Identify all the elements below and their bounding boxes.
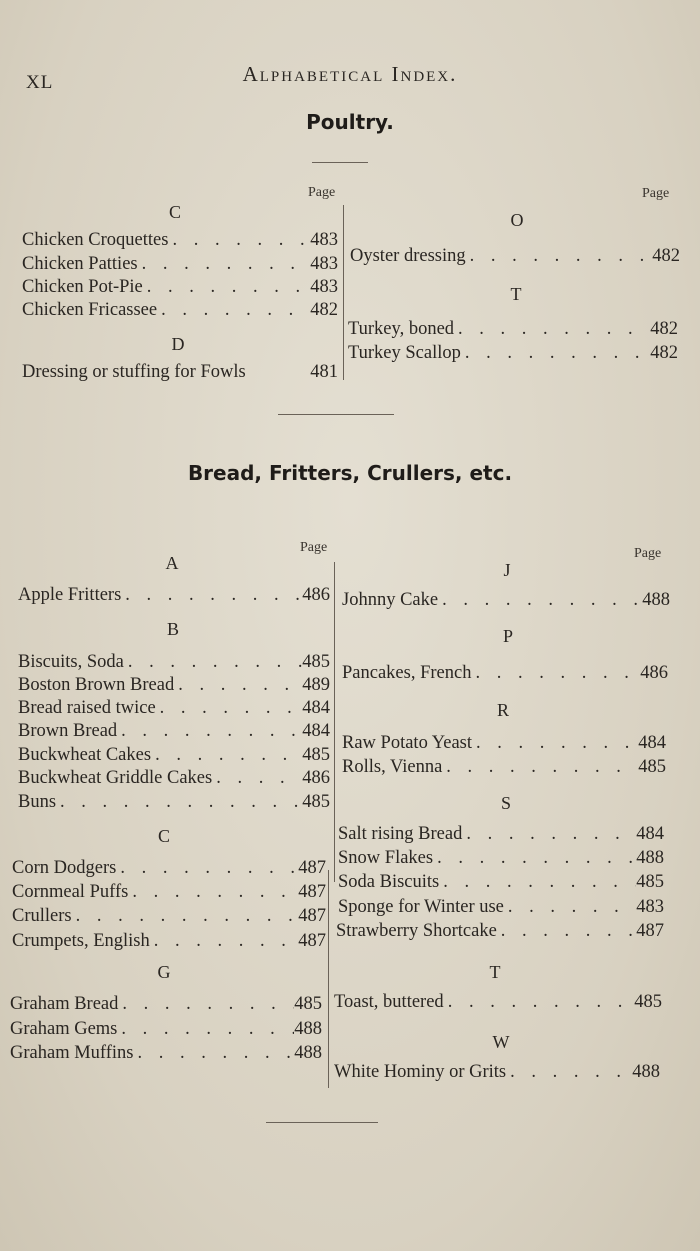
entry-name: Oyster dressing [350, 246, 466, 266]
index-entry [338, 872, 664, 893]
index-entry [12, 858, 326, 879]
section-title-bread: Bread, Fritters, Crullers, etc. [187, 461, 513, 485]
entry-page: 487 [298, 882, 326, 902]
entry-name: Soda Biscuits [338, 872, 440, 892]
running-head: Alphabetical Index. [242, 62, 458, 86]
page-column-label: Page [300, 540, 328, 555]
index-entry [342, 757, 666, 778]
letter-heading: T [489, 962, 501, 982]
entry-page: 485 [294, 994, 322, 1014]
index-entry [350, 246, 680, 267]
column-divider [334, 562, 335, 882]
letter-heading: R [496, 700, 509, 720]
entry-page: 483 [310, 277, 338, 297]
index-entry [338, 897, 664, 918]
index-entry [10, 994, 322, 1015]
entry-page: 487 [636, 921, 664, 941]
letter-heading: D [171, 334, 185, 354]
letter-heading: J [503, 560, 511, 580]
entry-name: Chicken Patties [22, 254, 138, 274]
entry-name: Biscuits, Soda [18, 652, 124, 672]
entry-page: 483 [310, 230, 338, 250]
entry-name: Raw Potato Yeast [342, 733, 473, 753]
letter-heading: W [492, 1032, 510, 1052]
entry-page: 488 [294, 1043, 322, 1063]
page-column-label: Page [308, 185, 336, 200]
entry-page: 489 [302, 675, 330, 695]
entry-name: Crumpets, English [12, 931, 150, 951]
entry-page: 487 [298, 931, 326, 951]
index-entry [334, 992, 662, 1013]
index-entry [338, 824, 664, 845]
entry-page: 486 [640, 663, 668, 683]
entry-page: 487 [298, 906, 326, 926]
entry-name: Johnny Cake [342, 590, 439, 610]
letter-heading: C [168, 202, 181, 222]
index-entry [348, 319, 678, 340]
entry-name: Pancakes, French [342, 663, 472, 683]
entry-page: 484 [302, 721, 330, 741]
index-entry [18, 652, 330, 673]
index-entry [12, 882, 326, 903]
index-entry [342, 663, 668, 684]
entry-page: 485 [302, 652, 330, 672]
index-entry [18, 698, 330, 719]
entry-page: 483 [636, 897, 664, 917]
entry-page: 484 [636, 824, 664, 844]
entry-name: Apple Fritters [18, 585, 122, 605]
entry-name: Buckwheat Griddle Cakes [18, 768, 213, 788]
entry-name: Crullers [12, 906, 72, 926]
letter-heading: S [500, 793, 511, 813]
entry-page: 485 [302, 745, 330, 765]
column-divider [328, 870, 329, 1088]
entry-name: Graham Muffins [10, 1043, 134, 1063]
letter-heading: O [510, 210, 524, 230]
entry-name: Bread raised twice [18, 698, 156, 718]
index-entry [22, 300, 338, 321]
letter-heading: A [165, 553, 179, 573]
column-divider [343, 205, 344, 380]
entry-page: 484 [638, 733, 666, 753]
entry-page: 485 [638, 757, 666, 777]
end-rule [266, 1122, 378, 1123]
entry-page: 486 [302, 768, 330, 788]
index-entry [18, 792, 330, 813]
entry-page: 482 [650, 319, 678, 339]
page-column-label: Page [642, 186, 670, 201]
entry-page: 484 [302, 698, 330, 718]
entry-page: 487 [298, 858, 326, 878]
index-entry [22, 277, 338, 298]
entry-page: 485 [634, 992, 662, 1012]
entry-name: Rolls, Vienna [342, 757, 443, 777]
index-entry [334, 1062, 660, 1083]
entry-page: 483 [310, 254, 338, 274]
index-entry [338, 848, 664, 869]
letter-heading: G [157, 962, 171, 982]
index-entry [10, 1043, 322, 1064]
index-entry [18, 721, 330, 742]
index-entry [22, 230, 338, 251]
entry-name: Dressing or stuffing for Fowls [22, 362, 246, 382]
index-entry [336, 921, 664, 942]
letter-heading: T [510, 284, 522, 304]
section-rule [278, 414, 394, 415]
index-entry [348, 343, 678, 364]
entry-page: 485 [302, 792, 330, 812]
index-entry [18, 745, 330, 766]
title-rule [312, 162, 368, 163]
entry-page: 482 [310, 300, 338, 320]
index-entry [12, 931, 326, 952]
entry-page: 488 [642, 590, 670, 610]
index-entry [18, 768, 330, 789]
entry-name: Cornmeal Puffs [12, 882, 129, 902]
index-entry [342, 590, 670, 611]
entry-page: 482 [650, 343, 678, 363]
entry-page: 485 [636, 872, 664, 892]
entry-name: Snow Flakes [338, 848, 434, 868]
index-entry [10, 1019, 322, 1040]
index-entry [342, 733, 666, 754]
section-title-poultry: Poultry. [306, 110, 394, 134]
entry-name: Sponge for Winter use [338, 897, 504, 917]
entry-name: Buns [18, 792, 57, 812]
entry-name: Graham Bread [10, 994, 119, 1014]
entry-page: 488 [636, 848, 664, 868]
entry-name: Turkey Scallop [348, 343, 461, 363]
entry-name: Chicken Fricassee [22, 300, 158, 320]
entry-name: Buckwheat Cakes [18, 745, 152, 765]
entry-name: Chicken Croquettes [22, 230, 169, 250]
entry-page: 488 [632, 1062, 660, 1082]
entry-name: Salt rising Bread [338, 824, 463, 844]
index-entry [12, 906, 326, 927]
entry-name: Turkey, boned [348, 319, 455, 339]
entry-name: Boston Brown Bread [18, 675, 175, 695]
index-entry [18, 675, 330, 696]
page-column-label: Page [634, 546, 662, 561]
entry-page: 482 [652, 246, 680, 266]
letter-heading: B [166, 619, 179, 639]
entry-name: Chicken Pot-Pie [22, 277, 143, 297]
entry-name: Strawberry Shortcake [336, 921, 497, 941]
letter-heading: C [157, 826, 170, 846]
entry-name: Brown Bread [18, 721, 118, 741]
entry-page: 486 [302, 585, 330, 605]
index-entry [22, 362, 338, 383]
entry-name: White Hominy or Grits [334, 1062, 507, 1082]
entry-name: Corn Dodgers [12, 858, 117, 878]
entry-name: Toast, buttered [334, 992, 444, 1012]
entry-page: 481 [310, 362, 338, 382]
entry-page: 488 [294, 1019, 322, 1039]
page-folio: XL [26, 72, 54, 93]
letter-heading: P [502, 626, 513, 646]
index-entry [18, 585, 330, 606]
entry-name: Graham Gems [10, 1019, 118, 1039]
index-entry [22, 254, 338, 275]
